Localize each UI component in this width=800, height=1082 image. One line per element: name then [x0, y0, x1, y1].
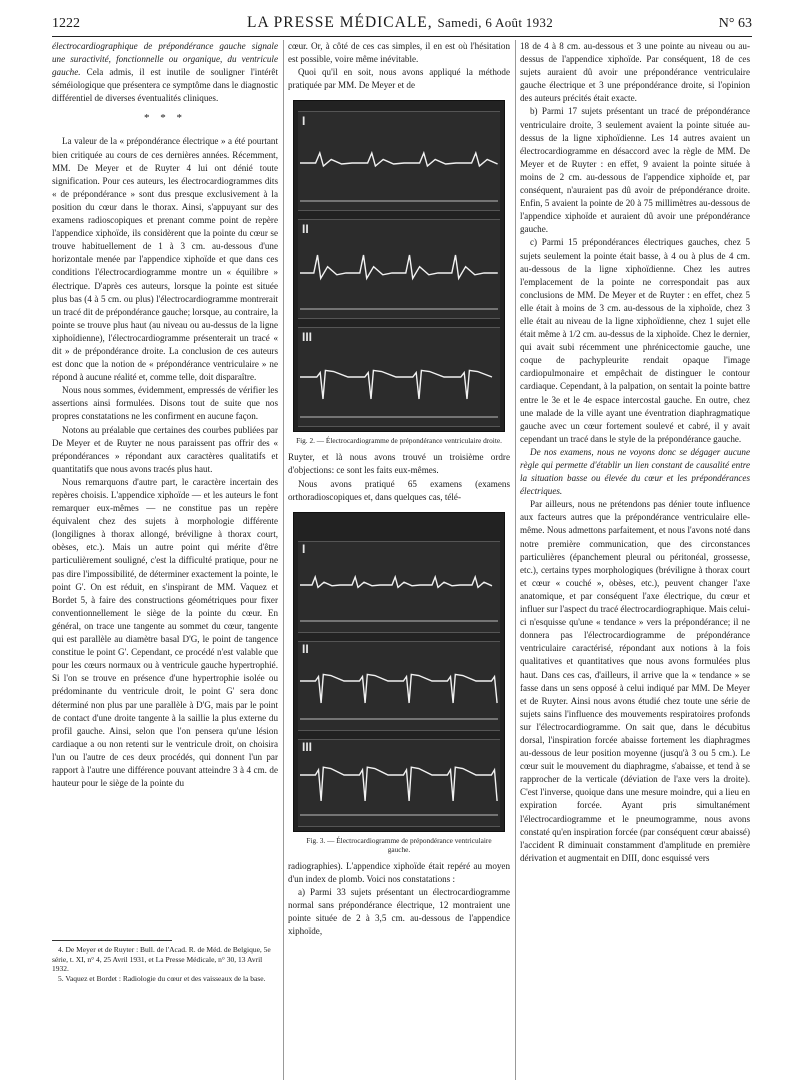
journal-title	[247, 14, 553, 32]
journal-name: LA PRESSE MÉDICALE,	[247, 14, 433, 31]
ecg-traces	[294, 513, 504, 831]
paragraph: Ruyter, et là nous avons trouvé un troisième ordre d'objections: ce sont les faits eux-mêmes.	[288, 452, 510, 476]
paragraph: Par ailleurs, nous ne prétendons pas dénier toute influence aux facteurs autres que la prépondérance ventriculaire elle-même. Nous admettons parfaitement, et nous l'avons noté dans notre première communication, que des circonstances particulières (épanchement pleural ou péritonéal, grossesse, etc.), certains types morphologiques (bréviligne à thorax court et cœur « couché », obèses, etc.), peuvent changer l'axe anatomique, et par conséquent l'axe électrique, du cœur et influer sur l'aspect du tracé électrocardiographique. Mais celui-ci n'esquisse qu'une « tendance » vers la prépondérance; il ne donnera pas l'électrocardiogramme de prépondérance ventriculaire caractérisé, répondant aux notions à la fois qualitatives et quantitatives que nous avons formulées plus haut. Dans ces cas, d'ailleurs, il arrive que la « tendance » se fasse dans un sens opposé à celui indiqué par MM. De Meyer et de Ruyter. Ainsi nous avons étudié chez toute une série de sujets sains l'influence des mouvements respiratoires profonds sur l'électrocardiogramme. On sait que, dans le décubitus dorsal, l'inspiration forcée abaisse fortement les diaphragmes au-dessous de leur position moyenne (jusqu'à 3 ou 5 cm.). Le cœur suit le mouvement du diaphragme, s'abaisse, et tend à se rapprocher de la verticale (déviation de l'axe vers la droite). C'est l'inverse, quoique dans une mesure moindre, qui a lieu en expiration forcée. Ayant pris simultanément l'électrocardiogramme et le pneumogramme, nous avons constaté qu'en inspiration forcée (par conséquent cœur abaissé) l'accident R diminuait constamment d'amplitude en première dérivation et augmentait en DIII, donc esquissé vers	[520, 499, 750, 863]
issue-number: N° 63	[718, 16, 752, 31]
intro-paragraph	[52, 40, 278, 105]
paragraph: La valeur de la « prépondérance électrique » a été pourtant bien critiquée au cours de ces dernières années. Récemment, MM. De Meyer et de Ruyter 4 lui ont dénié toute signification. Pour ces auteurs, les électrocardiogrammes dits « de prépondérance » sont dus presque exclusivement à la position du cœur dans le thorax. Ainsi, s'appuyant sur des examens radioscopiques et prenant comme point de repère l'appendice xiphoïde, ils considèrent que la pointe du cœur se trouve habituellement de 1 à 3 cm. au-dessous d'une horizontale menée par l'appendice xiphoïde et que dans ces conditions l'électrocardiogramme montre un « équilibre » électrique. D'après ces auteurs, lorsque la pointe est située plus bas (4 à 5 cm. ou plus) l'électrocardiogramme montrerait un tracé dit de prépondérance gauche; lorsque, au contraire, la pointe se trouve plus haut (au niveau ou au-dessus de la ligne xiphoïdienne), l'électrocardiogramme présenterait un tracé « dit » de prépondérance droite. La conclusion de ces auteurs est donc que la notion de « prépondérance ventriculaire » ne répond à aucune réalité et, comme telle, doit disparaître.	[52, 136, 278, 383]
ecg-trace-line	[300, 153, 498, 166]
ecg-trace-line	[300, 767, 497, 801]
paragraph: Quoi qu'il en soit, nous avons appliqué la méthode pratiquée par MM. De Meyer et de	[288, 67, 510, 91]
paragraph: cœur. Or, à côté de ces cas simples, il en est où l'hésitation est possible, voire même inévitable.	[288, 41, 510, 65]
paragraph: 18 de 4 à 8 cm. au-dessous et 3 une pointe au niveau ou au-dessus de l'appendice xiphoïde. Par conséquent, 18 de ces sujets auraient dû avoir une prépondérance ventriculaire gauche électrique et 3 une prépondérance droite, si l'opinion des auteurs précités était exacte.	[520, 41, 750, 104]
figure-2-caption: Fig. 2. — Électrocardiogramme de prépondérance ventriculaire droite.	[296, 436, 502, 446]
paragraph: Nous avons pratiqué 65 examens (examens orthoradioscopiques et, dans quelques cas, télé-	[288, 478, 510, 502]
lead-label: I	[302, 541, 306, 556]
column-rule	[515, 40, 516, 1080]
footnote-5: 5. Vaquez et Bordet : Radiologie du cœur et des vaisseaux de la base.	[58, 973, 266, 983]
lead-label: II	[302, 222, 309, 237]
column-middle	[288, 40, 510, 938]
footnote-4: 4. De Meyer et de Ruyter : Bull. de l'Acad. R. de Méd. de Belgique, 5e série, t. XI, n° 4, 25 Avril 1931, et La Presse Médicale, n° 30, 13 Avril 1932.	[52, 945, 271, 974]
conclusion-italic: De nos examens, nous ne voyons donc se dégager aucune règle qui permette d'établir un lien constant de causalité entre la situation basse ou élevée du cœur et les prépondérances électriques.	[520, 446, 750, 497]
paragraph: Nous nous sommes, évidemment, empressés de vérifier les assertions ainsi formulées. Disons tout de suite que nos propres constatations ne les confirment en aucune façon.	[52, 385, 278, 422]
page-number: 1222	[52, 16, 80, 31]
footnotes	[52, 940, 278, 983]
column-left	[52, 40, 278, 790]
paragraph: b) Parmi 17 sujets présentant un tracé de prépondérance ventriculaire droite, 3 seulement avaient la pointe située au-dessus de la ligne xiphoïdienne. Les 14 autres avaient un électrocardiogramme en désaccord avec la règle de MM. De Meyer et de Ruyter : en effet, 9 avaient la pointe située à moins de 2 cm. au-dessous de l'appendice xiphoïde et, par conséquent, n'auraient pas dû avoir de prépondérance droite. Enfin, 5 avaient la pointe de 20 à 75 millimètres au-dessous de l'appendice xiphoïde et auraient dû avoir une prépondérance gauche.	[520, 106, 750, 235]
section-stars: * * *	[144, 112, 186, 125]
lead-label: III	[302, 739, 313, 754]
lead-label: I	[302, 114, 306, 129]
paragraph: a) Parmi 33 sujets présentant un électrocardiogramme normal sans prépondérance électrique, 12 montraient une pointe située de 2 à 3,5 cm. au-dessous de l'appendice xiphoïde,	[288, 886, 510, 937]
lead-label: III	[302, 330, 313, 345]
lead-label: II	[302, 641, 309, 656]
footnote-rule	[52, 940, 172, 941]
paragraph: radiographies). L'appendice xiphoïde était repéré au moyen d'un index de plomb. Voici nos constatations :	[288, 860, 510, 884]
paragraph: Nous remarquons d'autre part, le caractère incertain des repères choisis. L'appendice xiphoïde — et les auteurs le font remarquer eux-mêmes — ne constitue pas un repère équivalent chez des sujets à morphologie différente (longilignes à thorax allongé, bréviligne à thorax court, obèses, etc.). Mais un autre point qui mérite d'être particulièrement souligné, c'est la difficulté pratique, pour ne pas dire l'impossibilité, de déterminer exactement la pointe, le point G'. On est réduit, en s'inspirant de MM. Vaquez et Bordet 5, à faire des constructions géométriques pour fixer conventionnellement le siège de la pointe du cœur. En général, on trace une tangente au sommet du cœur, tangente qui est parallèle au diamètre basal D'G, le point de tangence constitue le point G'. Cependant, ce procédé n'est valable que pour les cœurs normaux ou à ventricule gauche hypertrophié. Si l'on se trouve en présence d'une hypertrophie isolée ou prédominante du ventricule droit, le point G' sera donc déterminé non plus par une parallèle à D'G, mais par le point de contact d'une droite tangente à la saillie la plus externe du profil gauche. Ainsi, selon que l'on pensera qu'une lésion cardiaque a ou non retenti sur le ventricule droit, on choisira l'un ou l'autre de ces deux procédés, qui donnent l'un par rapport à l'autre une différence pouvant atteindre 3 à 4 cm. de hauteur pour le siège de la pointe du	[52, 476, 278, 789]
ecg-trace-line	[300, 674, 497, 703]
ecg-trace-line	[300, 577, 492, 587]
intro-italic: électrocardiographique de prépondérance gauche signale une suractivité, fonctionnelle ou organique, du ventricule gauche.	[52, 41, 278, 78]
ecg-trace-line	[300, 371, 492, 400]
figure-3-ecg-image	[293, 512, 505, 832]
paragraph: Notons au préalable que certaines des courbes publiées par De Meyer et de Ruyter ne nous paraissent pas offrir des « prépondérances » répondant aux caractères qualitatifs et quantitatifs que nous avons tracés plus haut.	[52, 424, 278, 474]
column-right	[520, 40, 750, 865]
intro-text: Cela admis, il est inutile de souligner l'intérêt séméiologique que présentera ce symptôme dans le diagnostic différentiel de diverses éventualités cliniques.	[52, 67, 279, 104]
issue-date: Samedi, 6 Août 1932	[437, 15, 553, 30]
column-rule	[283, 40, 284, 1080]
paragraph: c) Parmi 15 prépondérances électriques gauches, chez 5 sujets seulement la pointe était basse, à 4 ou à plus de 4 cm. au-dessous de la ligne xiphoïdienne. Chez les autres l'emplacement de la pointe ne correspondait pas aux conclusions de MM. De Meyer et de Ruyter : en effet, chez 5 elle était à moins de 3 cm. au-dessous de la xiphoïde, chez 3 elle était au niveau de la ligne xiphoïdienne, chez 1 sujet elle était même à 1/2 cm. au-dessus de la xiphoïde. Chez le dernier, qui avait subi récemment une phrénicectomie gauche, une coque de pachypleurite rendait opaque l'image cardiopulmonaire et empêchait de distinguer le contour cardiaque. Cependant, à la palpation, on sentait la pointe battre entre le 3e et le 4e espace intercostal gauche. En outre, chez une malade de la ville ayant une éventration diaphragmatique gauche avec un cœur fortement soulevé et cabré, il y avait cependant un tracé dans le style de la prépondérance gauche.	[520, 237, 750, 444]
ecg-trace-line	[300, 255, 498, 278]
running-header	[52, 14, 752, 37]
ecg-traces	[294, 101, 504, 431]
figure-2-ecg-image	[293, 100, 505, 432]
figure-3-caption: Fig. 3. — Électrocardiogramme de prépondérance ventriculaire gauche.	[306, 835, 492, 854]
